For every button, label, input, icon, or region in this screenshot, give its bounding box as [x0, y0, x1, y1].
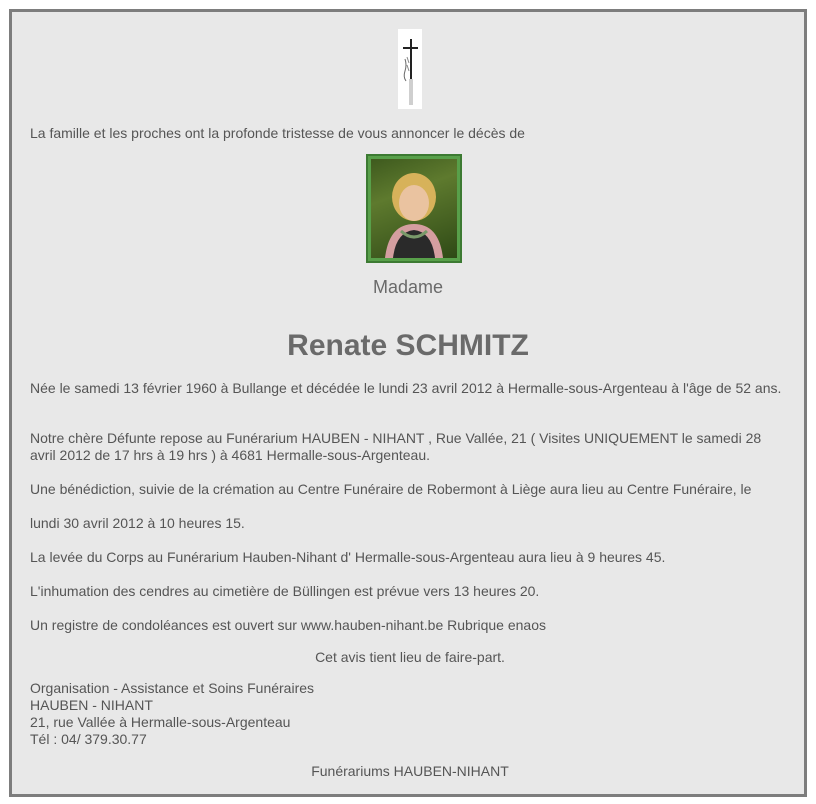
levee-text: La levée du Corps au Funérarium Hauben-Nihant d' Hermalle-sous-Argenteau aura lieu à 9 heures 45. — [30, 549, 666, 565]
obituary-card — [9, 9, 807, 797]
intro-text: La famille et les proches ont la profonde tristesse de vous annoncer le décès de — [30, 125, 525, 141]
cross-icon — [398, 29, 422, 109]
organisation-address: 21, rue Vallée à Hermalle-sous-Argenteau — [30, 714, 291, 730]
birth-death-text: Née le samedi 13 février 1960 à Bullange et décédée le lundi 23 avril 2012 à Hermalle-sous-Argenteau à l'âge de 52 ans. — [30, 380, 782, 396]
registry-text: Un registre de condoléances est ouvert sur www.hauben-nihant.be Rubrique enaos — [30, 617, 546, 633]
footer-text: Funérariums HAUBEN-NIHANT — [311, 763, 509, 779]
organisation-name: HAUBEN - NIHANT — [30, 697, 153, 713]
portrait-frame — [366, 154, 462, 263]
inhumation-text: L'inhumation des cendres au cimetière de Büllingen est prévue vers 13 heures 20. — [30, 583, 540, 599]
deceased-name: Renate SCHMITZ — [287, 329, 529, 362]
organisation-line: Organisation - Assistance et Soins Funéraires — [30, 680, 315, 696]
organisation-phone: Tél : 04/ 379.30.77 — [30, 731, 147, 747]
cross-emblem — [398, 29, 422, 109]
repose-text: Notre chère Défunte repose au Funérarium HAUBEN - NIHANT , Rue Vallée, 21 ( Visites UNIQUEMENT le samedi 28 avril 2012 de 17 hrs à 19 hrs ) à 4681 Hermalle-sous-Argenteau. — [30, 430, 762, 463]
portrait-photo — [371, 159, 457, 258]
blessing-date-text: lundi 30 avril 2012 à 10 heures 15. — [30, 515, 245, 531]
blessing-text: Une bénédiction, suivie de la crémation au Centre Funéraire de Robermont à Liège aura lieu au Centre Funéraire, le — [30, 481, 752, 497]
notice-text: Cet avis tient lieu de faire-part. — [315, 649, 505, 665]
organisation-block — [30, 680, 790, 748]
salutation: Madame — [372, 277, 444, 297]
